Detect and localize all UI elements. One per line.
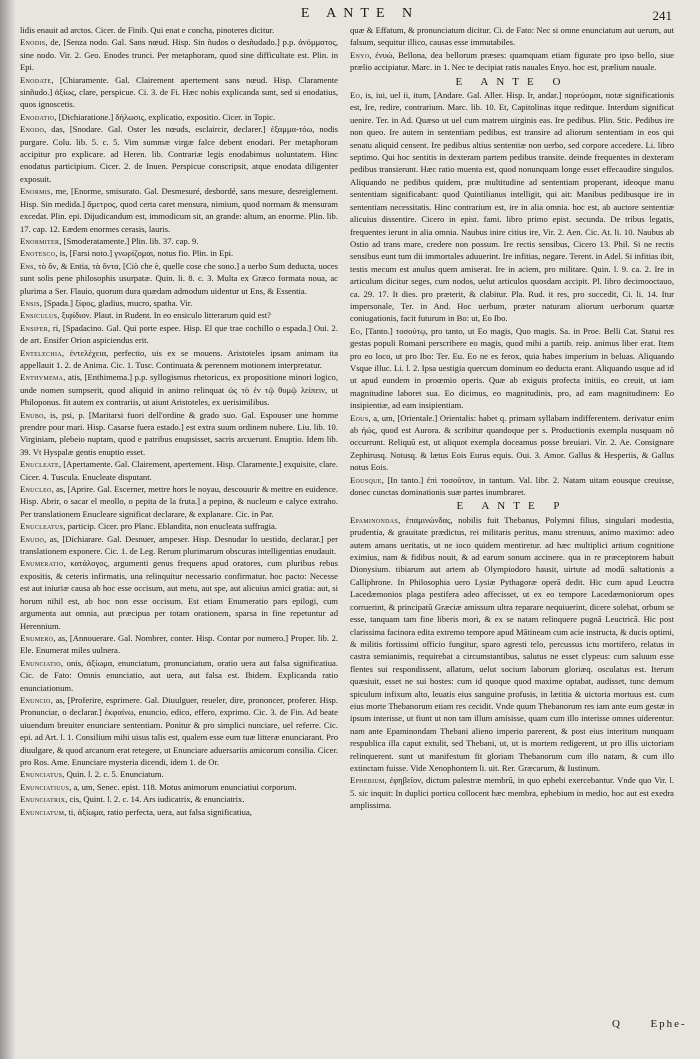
entry-text: de, [Senza nodo. Gal. Sans nœud. Hisp. Sin ñudos o desñudado.] p.p. ἀνόμματος, sine nodo. Vir. 2. Geo. Enodes trunci. Per metaphoram, quod sine difficultate est. Plin. in Epi.	[20, 37, 338, 73]
entry-text: as, [Annouerare. Gal. Nombrer, conter. Hisp. Contar por numero.] Proper. lib. 2. Ele. Enumerat miles uulnera.	[20, 632, 339, 656]
dictionary-entry: Eousque, [In tanto.] ἐπὶ τοσοῦτον, in tantum. Val. libr. 2. Natam uitam eousque creuisse, donec cunctas dominationis suæ partes inumbraret.	[350, 474, 675, 498]
entry-text: ἐνυώ, Bellona, dea bellorum præses: quamquam etiam figurate pro ipso bello, siue prælio accipiatur. Marc. in 1. Nec te decipiat ratis nauales Enyo. hoc est, prælium nauale.	[350, 49, 674, 73]
running-head: E ANTE N	[300, 6, 420, 21]
dictionary-entry: Enodo, das, [Snodare. Gal. Oster les nœuds, esclaircir, declarer.] ἐξαμμα-τόω, nodis purgare. Colu. lib. 5. c. 5. Vim summæ virgæ falce debent enodari. Per metaphoram accipitur pro explicare. ad Heren. lib. Contrariæ legis enodabimus uoluntatem. Hinc enodatus participium. Cicer. 2. de Inuen. Perspicue conscripsit, atque enodata diligenter exposuit.	[20, 124, 339, 184]
dictionary-entry: Enormis, me, [Enorme, smisurato. Gal. Desmesuré, desbordé, sans mesure, desreiglement. Hisp. Sin medida.] ἄμετρος, quod certa caret mensura, nimium, quod normam & mensuram excedat. Plin. epi. Dijudicandum est, immodicum sit, an grande: altum, an enorme. Plin. lib. 17. cap. 12. Eædem enormes cerasis, lauris.	[20, 186, 339, 234]
dictionary-entry: Enumero, as, [Annouerare. Gal. Nombrer, conter. Hisp. Contar por numero.] Proper. lib. 2. Ele. Enumerat miles uulnera.	[20, 632, 339, 656]
dictionary-entry: Enucleatus, particip. Cicer. pro Planc. Eblandita, non enucleata suffragia.	[20, 521, 277, 532]
entry-text: ξιφίδιον. Plaut. in Rudent. In eo ensiculo litterarum quid est?	[61, 310, 271, 321]
dictionary-entry: Entelechia, ἐντελέχεια, perfectio, uis ex se mouens. Aristoteles ipsam animam ita appellauit 1. 2. de Anima. Cic. 1. Tusc. Continuata & perennem motionem interpretatur.	[20, 347, 339, 370]
entry-headword: Enthymema	[20, 372, 64, 383]
entry-headword: Enumero	[20, 632, 54, 643]
dictionary-entry: Epaminondas, ἐπαμινώνδας, nobilis fuit Thebanus, Polymni filius, singulari modestia, prudentia, & grauitate prædictus, rei militaris peritus, manu strenuus, animo maximo: adeo autem amans ueritatis, ut ne ioco quidem mentiretur. ad hæc multiplici artium cognitione eximius, nam & fidibus nouit, & ad earum sonum accinere. qua in re præceptorem habuit Dionysium. tibiarum aut artem ab Olympiodoro hausit, uirtute ad modū saltationis a Calliphrone. In Philosophia uero Lysiæ Pythagoræ operā dedit. Hic cum apud Leuctra Lacedæmonios plaga pestifera adeo affecisset, ut ex eo tempore Lacedæmoniorum opes corruerint, & principatū Græciæ amissum ultra reparare nequiuerint, dicere solebat, orbum se esse, tanquam tam fine liberis mori, & ex se natam relinquere pugnā Leuctricā. Hic post clarissima facinora edita extremo tempore apud Mātineam cum acie instructa, & ducis optimi, & militis fortissimi officio fungitur, sparo agresti telo, percussus ictu mortifero, relatus in castra semianimis, requirebat a circumstantibus, salutus ne esset clypeus: cum saluum esse flentes sui respondissent, allatum, uelut socium laborum gloriæq. osculatus est. Iterum quæsiuit, esset ne sui hostes: cum id quoque quod maxime optabat, audisset, tunc demum spiculum infixum alto, leuatis eius sanguine profusis, in lætitia & uictoria mortuus est. cum eius morte Thebanorum etiam res cecidit. Vnde quum Thebanorum res iam ante eum gestæ in ipsum interisse, ut fiunt ut non tam illum amisisse, quam cum illo interisse omnes uiderentur. nam ante Epaminondam Thebani alieno imperio parerent, & post eius interitum nunquam respublica illa caput extulit, sed Thebani, ut, ut is mortem redigerent, ut pro illis uictoriam relinquerent. sunt ut manifestum fit gloriam Thebanorum cum illo natam, & cum illo extinctam fuisse. Vide Xenophontem li. uit. Rer. Græcarum, & Iustinum.	[350, 514, 675, 773]
dictionary-entry: Ensifer, ri, [Spadacino. Gal. Qui porte espee. Hisp. El que trae cochillo o espada.] Oui. 2. de art. Ensifer Orion aspiciendus erit.	[20, 322, 338, 346]
entry-headword: Enuncio	[20, 694, 51, 705]
right-column	[350, 24, 674, 812]
dictionary-entry: Enunciatiuus, a, um, Senec. epist. 118. Motus animorum enunciatiui corporum.	[20, 781, 297, 792]
dictionary-entry: Eo, [Tanto.] τοσούτῳ, pro tanto, ut Eo magis, Quo magis. Sa. in Proe. Belli Cat. Statui res gestas populi Romani perscribere eo magis, quod mihi a partib. reip. animus liber erat. Item pro eo loco, ut pro Ibo: Ter. Eu. Eo ne es ferox, quia habes imperium in beluas. Aliquando Vsque illuc. Li. l. 2. Ipsa uestigia quercum dominum eo deducta erant. Aliquando usque ad id ut apud eundem in proœmio operis. Quæ ab exiguis profecta initiis, eo creuit, ut iam magnitudine laboret sua. Eo dicimus, eo magnitudinis, pro, ad eam magnitudinem: Eo insipientiæ, ad eam insipientiam.	[350, 325, 674, 411]
entry-headword: Ensifer	[20, 322, 49, 333]
entry-text: a, um, Senec. epist. 118. Motus animorum enunciatiui corporum.	[73, 781, 297, 792]
entry-text: ri, [Spadacino. Gal. Qui porte espee. Hisp. El que trae cochillo o espada.] Oui. 2. de art. Ensifer Orion aspiciendus erit.	[20, 322, 338, 346]
entry-text: ἐπαμινώνδας, nobilis fuit Thebanus, Polymni filius, singulari modestia, prudentia, & grauitate prædictus, rei militaris peritus, manu strenuus, animo maximo: adeo autem amans ueritatis, ut ne ioco quidem mentiretur. ad hæc multiplici artium cognitione eximius, nam & fidibus nouit, & ad earum sonum accinere. qua in re præceptorem habuit Dionysium. tibiarum aut artem ab Olympiodoro hausit, uirtute ad modū saltationis a Calliphrone. In Philosophia uero Lysiæ Pythagoræ operā dedit. Hic cum apud Leuctra Lacedæmonios plaga pestifera adeo affecisset, ut ex eo tempore Lacedæmoniorum opes corruerint, & principatū Græciæ amissum ultra reparare nequiuerint, dicere solebat, orbum se esse, tanquam tam fine liberis mori, & ex se natam relinquere pugnā Leuctricā. Hic post clarissima facinora edita extremo tempore apud Mātineam cum acie instructa, & ducis optimi, & militis fortissimi officio fungitur, sparo agresti telo, percussus ictu mortifero, relatus in castra semianimis, requirebat a circumstantibus, salutus ne esset clypeus: cum saluum esse flentes sui respondissent, allatum, uelut socium laborum gloriæq. osculatus est. Iterum quæsiuit, esset ne sui hostes: cum id quoque quod maxime optabat, audisset, tunc demum spiculum infixum alto, leuatis eius sanguine profusis, in lætitia & uictoria mortuus est. cum eius morte Thebanorum etiam res cecidit. Vnde quum Thebanorum res iam ante eum gestæ in ipsum interisse, ut fiunt ut non tam illum amisisse, quam cum illo interisse omnes uiderentur. nam ante Epaminondam Thebani alieno imperio parerent, & post eius interitum nunquam respublica illa caput extulit, sed Thebani, ut, ut is mortem redigerent, ut pro illis uictoriam relinquerent. sunt ut manifestum fit gloriam Thebanorum cum illo natam, & cum illo extinctam fuisse. Vide Xenophontem li. uit. Rer. Græcarum, & Iustinum.	[350, 514, 675, 773]
entry-headword: Enumeratio	[20, 558, 64, 569]
dictionary-entry: Enunciatrix, cis, Quint. l. 2. c. 14. Ars iudicatrix, & enunciatrix.	[20, 794, 245, 805]
page-footer	[612, 1018, 687, 1030]
dictionary-entry: Enunciatus, Quin. l. 2. c. 5. Enunciatum.	[20, 769, 164, 780]
entry-headword: Enunciatio	[20, 657, 61, 668]
entry-text: quæ & Effatum, & pronunciatum dicitur. Ci. de Fato: Nec si omne enunciatum aut uerum, aut falsum, sequitur illico, causas esse immutabiles.	[350, 25, 674, 48]
dictionary-entry: Ensiculus, ξιφίδιον. Plaut. in Rudent. In eo ensiculo litterarum quid est?	[20, 310, 271, 321]
entry-headword: Eo	[350, 325, 361, 336]
entry-text: [Apertamente. Gal. Clairement, apertement. Hisp. Claramente.] exquisite, clare. Cicer. 4. Tuscula. Enucleate disputant.	[20, 459, 338, 482]
left-column	[20, 24, 338, 818]
dictionary-entry	[20, 24, 338, 36]
section-heading: E ANTE P	[456, 500, 568, 513]
entry-headword: Enunciatrix	[20, 794, 66, 805]
entry-headword: Enyo	[350, 49, 370, 60]
entry-text: ἐφηβεῖον, dictum palestræ membrū, in quo ephebi exercebantur. Vnde quo Vir. l. 5. sic inquit: In duplici porticu collocent hæc membra, ephebium in medio, hoc aut est exedra amplissima.	[350, 775, 675, 811]
dictionary-entry: Enuncio, as, [Proferire, esprimere. Gal. Diuulguer, reueler, dire, prononcer, proferer. Hisp. Pronunciar, o declarar.] ἐκφαίνω, enuncio, edico, effero, exprimo. Cic. 3. de Fin. Ad beate uiuendum breuiter enunciare sententiam. Ponitur & pro simplici nunciare, uel referre. Cic. epi. ad Art. l. 1. Consilium mihi uisus talis est, qualem esse eum tuæ litteræ enunciarant. Pro diuulgare, & quod arcanum erat retegere, ut Enunciare aduersariis amicorum consilia. Cicer. pro Ros. Ame. Enunciare mysteria dicendi, idem 1. de Or.	[20, 694, 338, 767]
dictionary-entry: Enunciatum, ti, ἀξίωμα, ratio perfecta, uera, aut falsa significatiua,	[20, 806, 252, 817]
entry-text: is, psi, p. [Maritarsi fuori dell'ordine & grado suo. Gal. Espouser une homme prendre pour mari. Hisp. Casarse fuera estado.] est extra suum ordinem nubere. Liu. lib. 10. Virginiam, plebeio nuptam, quod e patribus enupsisset, sacris arcuerunt. Enuptio. Idem lib. 39. Vt Hyspalæ gentis enuptio esset.	[20, 409, 339, 457]
entry-headword: Enunciatum	[20, 806, 65, 817]
dictionary-entry: Enotesco, is, [Farsi noto.] γνωρίζομαι, notus fio. Plin. in Epi.	[20, 248, 234, 259]
entry-text: [Dichiaratione.] δήλωσις, explicatio, expositio. Cicer. in Topic.	[58, 111, 276, 122]
entry-text: is, iui, uel ii, itum, [Andare. Gal. Aller. Hisp. Ir, andar.] πορεύομαι, notæ significationis est, Ire, redire, contrarium. Marc. lib. 10. Et, Capitolinas itque reditque. Interdum significat uenire. Ter. in Ad. Quæso ut uel cum matrem uirginis eas. Ire pedibus. Plin. Stic. Pedibus ire non queo. Ire autem in sententiam pedibus, est transire ad aliorum sententiam in eos qui senatu aliquid censent. Ire pedibus altius sententiæ non uerbo, sed corpore accedere. Li. libro septimo. Qui hoc sentitis in dexteram partem pedibus transite. deinde frequentes in dexteram pedibus transierunt. Hæc ratio muenta est, quod nonunquam longe esset effecaudire singulos. Aliquando ne pedibus quidem, præ multitudine ad sententiam properant, ideoque manu sententiam significabant: quod Quintilianus intelligit, qui ait: Manibus pedibusque ire in sententiam necessitatis. Hinc contrarium est, ire in alia omnia. hoc est, ab auctore sententiæ alicuius dissentire. Cicero in epist. fami. libro primo epist. secunda. De tribus legatis, frequentes ierunt in alia omnia. Naubus inire citius ire, Vir. 2. Aen. Cic. At. li. 10. Naubus ab Ostio ad trans mare, credere non possum. Ire rectis sensibus, Cicero 13. Phil. Si ne rectis sensibus eunt tum dii immortales aduuerint. Ire infitias, negare. Terent. in Adel. Si infitias ibit, testis mecum est anulus quem amiserat. Ire in aciem, pro militare. Quin. l. 9. ca. 2. Ire in articulum dicitur seges, cum nodos, uelut articulos quosdam accipit. Pl. libro decimooctauo, ca. 29. 17. It dies. pro præterit, & clabitur. Pla. Rud. it res, pro succedit, Ci. li. 14. Itur impersonale, Ter. in And. Hoc uerbum, præter naturam aliorum uerborum quartæ coniugationis, facit futurum in Bo: ut, Eo Ibo.	[350, 90, 674, 324]
entry-headword: Enunciatus	[20, 769, 63, 780]
dictionary-entry: Enudo, as, [Dichiarare. Gal. Desnuer, ampeser. Hisp. Desnudar lo uestido, declarar.] per translationem exponere. Cic. 1. de Leg. Rerum plurimarum obscuras intelligentias enudauit.	[20, 533, 338, 557]
entry-headword: Ensiculus	[20, 310, 58, 321]
dictionary-entry: Enucleate, [Apertamente. Gal. Clairement, apertement. Hisp. Claramente.] exquisite, clare. Cicer. 4. Tuscula. Enucleate disputant.	[20, 459, 338, 482]
binding-shadow	[0, 0, 16, 1059]
dictionary-entry: Eous, a, um, [Orientale.] Orientalis: habet q. primam syllabam indifferentem. derivatur enim ab ἠώς, quod est Aurora. & scribitur quandoque per s. Productionis exempla nusquam nō occurrunt. Reliquū est, ut aliquot exempla doceamus posse breuiari. Vir. 2. Ae. Consignare Zephirusq. Notusq. & lætus Eois Eurus equis. Oui. 3. Amor. Gallus & Hesperiis, & Gallus notus Eois.	[350, 412, 675, 473]
entry-headword: Ensis	[20, 297, 40, 308]
entry-headword: Enormis	[20, 186, 51, 197]
dictionary-entry: Enodate, [Chiaramente. Gal. Clairement apertement sans nœud. Hisp. Claramente sinñudo.] ἀξίως, clare, perspicue. Ci. 3. de Fi. Hæc nobis explicanda sunt, sed si enodatius, quos ignoscetis.	[20, 74, 339, 110]
dictionary-entry: Enumeratio, κατάλογος, argumenti genus frequens apud oratores, cum pluribus rebus expositis, & ceteris infirmatis, una relinquitur necessario confirmatur. hoc pacto: Necesse est aut iniuriæ causa ab hoc esse occisum, aut metu, aut spe, aut alicuius amici gratia: aut, si horum nihil est, ab hoc non esse occisum. Est etiam Enumeratio pars epilogi, cum argumenta aut omnia, aut præcipua per totam orationem, sparsa in fine repetuntur ad Herennium.	[20, 558, 338, 631]
dictionary-entry: Eo, is, iui, uel ii, itum, [Andare. Gal. Aller. Hisp. Ir, andar.] πορεύομαι, notæ significationis est, Ire, redire, contrarium. Marc. lib. 10. Et, Capitolinas itque reditque. Interdum significat uenire. Ter. in Ad. Quæso ut uel cum matrem uirginis eas. Ire pedibus. Plin. Stic. Pedibus ire non queo. Ire autem in sententiam pedibus, est transire ad aliorum sententiam in eos qui senatu aliquid censent. Ire pedibus altius sententiæ non uerbo, sed corpore accedere. Li. libro septimo. Qui hoc sentitis in dexteram partem pedibus transite. deinde frequentes in dexteram pedibus transierunt. Hæc ratio muenta est, quod nonunquam longe esset effecaudire singulos. Aliquando ne pedibus quidem, præ multitudine ad sententiam properant, ideoque manu sententiam significabant: quod Quintilianus intelligit, qui ait: Manibus pedibusque ire in sententiam necessitatis. Hinc contrarium est, ire in alia omnia. hoc est, ab auctore sententiæ alicuius dissentire. Cicero in epist. fami. libro primo epist. secunda. De tribus legatis, frequentes ierunt in alia omnia. Naubus inire citius ire, Vir. 2. Aen. Cic. At. li. 10. Naubus ab Ostio ad trans mare, credere non possum. Ire rectis sensibus, Cicero 13. Phil. Si ne rectis sensibus eunt tum dii immortales aduuerint. Ire infitias, negare. Terent. in Adel. Si infitias ibit, testis mecum est anulus quem amiserat. Ire in aciem, pro militare. Quin. l. 9. ca. 2. Ire in articulum dicitur seges, cum nodos, uelut articulos quosdam accipit. Pl. libro decimooctauo, ca. 29. 17. It dies. pro præterit, & clabitur. Pla. Rud. it res, pro succedit, Ci. li. 14. Itur impersonale, Ter. in And. Hoc uerbum, præter naturam aliorum uerborum quartæ coniugationis, facit futurum in Bo: ut, Eo Ibo.	[350, 90, 674, 324]
entry-text: atis, [Enthimema.] p.p. syllogismus rhetoricus, ex propositione minori logico, unde nomen sumpserit, quod aliquid in animo relinquat ὡς τὸ ἐν τῷ θυμῷ λείπειν, ut Philoponus. fit autem ex contrariis, ut aiunt Aristoteles, ex uerisimilibus.	[20, 372, 338, 408]
dictionary-entry: Enormiter, [Smoderatamente.] Plin. lib. 37. cap. 9.	[20, 235, 199, 246]
dictionary-entry	[350, 24, 674, 49]
entry-headword: Entelechia	[20, 347, 62, 358]
dictionary-entry: Ephebium, ἐφηβεῖον, dictum palestræ membrū, in quo ephebi exercebantur. Vnde quo Vir. l. 5. sic inquit: In duplici porticu collocent hæc membra, ephebium in medio, hoc aut est exedra amplissima.	[350, 775, 675, 811]
entry-headword: Enodate	[20, 74, 52, 85]
entry-text: a, um, [Orientale.] Orientalis: habet q. primam syllabam indifferentem. derivatur enim ab ἠώς, quod est Aurora. & scribitur quandoque per s. Productionis exempla nusquam nō occurrunt. Reliquū est, ut aliquot exempla doceamus posse breuiari. Vir. 2. Ae. Consignare Zephirusq. Notusq. & lætus Eois Eurus equis. Oui. 3. Amor. Gallus & Hesperiis, & Gallus notus Eois.	[350, 412, 675, 473]
entry-text: [Spada.] ξίφος, gladius, mucro, spatha. Vir.	[44, 297, 193, 308]
dictionary-entry: Ensis, [Spada.] ξίφος, gladius, mucro, spatha. Vir.	[20, 297, 193, 308]
dictionary-entry: Enubo, is, psi, p. [Maritarsi fuori dell'ordine & grado suo. Gal. Espouser une homme prendre pour mari. Hisp. Casarse fuera estado.] est extra suum ordinem nubere. Liu. lib. 10. Virginiam, plebeio nuptam, quod e patribus enupsisset, sacris arcuerunt. Enuptio. Idem lib. 39. Vt Hyspalæ gentis enuptio esset.	[20, 409, 339, 457]
entry-text: me, [Enorme, smisurato. Gal. Desmesuré, desbordé, sans mesure, desreiglement. Hisp. Sin medida.] ἄμετρος, quod certa caret mensura, nimium, quod normam & mensuram excedat. Plin. epi. Dijudicandum est, immodicum sit, an grande: altum, an enorme. Plin. lib. 17. cap. 12. Eædem enormes cerasis, lauris.	[20, 186, 339, 234]
entry-text: τὸ ὄν, & Entia, τὰ ὄντα, [Ciò che è, quelle cose che sono.] a uerbo Sum deducta, uoces sunt solis pene philosophis usurpatæ. Quin. li. 8. c. 3. Multa ex Græco formata noua, ac plurima a Ser. Flauio, quorum dura quædam admodum uidentur ut Ens, & Essentia.	[20, 260, 339, 296]
page-number: 241	[652, 8, 672, 23]
entry-text: is, [Farsi noto.] γνωρίζομαι, notus fio. Plin. in Epi.	[59, 248, 234, 259]
entry-text: lidis enauit ad arctos. Cicer. de Finib. Qui enat e concha, pinoteres dicitur.	[20, 25, 275, 35]
dictionary-entry: Enyo, ἐνυώ, Bellona, dea bellorum præses: quamquam etiam figurate pro ipso bello, siue prælio accipiatur. Marc. in 1. Nec te decipiat ratis nauales Enyo. hoc est, prælium nauale.	[350, 49, 674, 73]
entry-headword: Enucleatus	[20, 521, 64, 532]
entry-headword: Enucleo	[20, 484, 52, 495]
entry-headword: Ephebium	[350, 775, 385, 786]
entry-text: [Smoderatamente.] Plin. lib. 37. cap. 9.	[63, 235, 199, 246]
dictionary-entry: Enthymema, atis, [Enthimema.] p.p. syllogismus rhetoricus, ex propositione minori logico, unde nomen sumpserit, quod aliquid in animo relinquat ὡς τὸ ἐν τῷ θυμῷ λείπειν, ut Philoponus. fit autem ex contrariis, ut aiunt Aristoteles, ex uerisimilibus.	[20, 372, 338, 408]
entry-text: das, [Snodare. Gal. Oster les nœuds, esclaircir, declarer.] ἐξαμμα-τόω, nodis purgare. Colu. lib. 5. c. 5. Vim summæ virgæ falce debent enodari. Per metaphoram accipitur pro explicare. ad Heren. lib. Contrariæ legis enodabimus uoluntatem. Hinc enodatus participium. Cicer. 2. de Inuen. Perspicue conscripsit, atque enodata diligenter exposuit.	[20, 124, 339, 184]
entry-text: ἐντελέχεια, perfectio, uis ex se mouens. Aristoteles ipsam animam ita appellauit 1. 2. de Anima. Cic. 1. Tusc. Continuata & perennem motionem interpretatur.	[20, 347, 339, 370]
entry-headword: Enubo	[20, 409, 44, 420]
entry-headword: Eous	[350, 412, 369, 423]
dictionary-entry: Enucleo, as, [Aprire. Gal. Escerner, mettre hors le noyau, descouurir & mettre en euidence. Hisp. Abrir, o sacar el meollo, o pepita de la fruta.] a pepino, & nucleum e calyce extraho. Per translationem Enucleare significat declarare, & explanare. Cic. in Par.	[20, 484, 339, 519]
entry-text: onis, ἀξίωμα, enunciatum, pronunciatum, oratio uera aut falsa significatiua. Cic. de Fato: Omnis enunciatio, aut uera, aut falsa est. Ibidem. Explicanda ratio enunciationum.	[20, 657, 339, 693]
entry-text: as, [Dichiarare. Gal. Desnuer, ampeser. Hisp. Desnudar lo uestido, declarar.] per translationem exponere. Cic. 1. de Leg. Rerum plurimarum obscuras intelligentias enudauit.	[20, 533, 338, 557]
dictionary-entry: Enodis, de, [Senza nodo. Gal. Sans nœud. Hisp. Sin ñudos o desñudado.] p.p. ἀνόμματος, sine nodo. Vir. 2. Geo. Enodes trunci. Per metaphoram, quod sine difficultate est. Plin. in Epi.	[20, 37, 338, 73]
entry-text: [Chiaramente. Gal. Clairement apertement sans nœud. Hisp. Claramente sinñudo.] ἀξίως, clare, perspicue. Ci. 3. de Fi. Hæc nobis explicanda sunt, sed si enodatius, quos ignoscetis.	[20, 74, 339, 110]
entry-headword: Enodo	[20, 124, 45, 135]
entry-headword: Ens	[20, 260, 34, 271]
entry-headword: Enodis	[20, 37, 46, 48]
entry-text: as, [Proferire, esprimere. Gal. Diuulguer, reueler, dire, prononcer, proferer. Hisp. Pronunciar, o declarar.] ἐκφαίνω, enuncio, edico, effero, exprimo. Cic. 3. de Fin. Ad beate uiuendum breuiter enunciare sententiam. Ponitur & pro simplici nunciare, uel referre. Cic. epi. ad Art. l. 1. Consilium mihi uisus talis est, qualem esse eum tuæ litteræ enunciarant. Pro diuulgare, & quod arcanum erat retegere, ut Enunciare aduersariis amicorum consilia. Cicer. pro Ros. Ame. Enunciare mysteria dicendi, idem 1. de Or.	[20, 694, 338, 767]
catchword: Ephe-	[650, 1018, 687, 1030]
entry-headword: Enucleate	[20, 459, 59, 470]
section-heading: E ANTE O	[455, 75, 569, 88]
entry-headword: Eo	[350, 90, 361, 101]
entry-headword: Enodatio	[20, 111, 55, 122]
entry-headword: Enormiter	[20, 235, 60, 246]
entry-headword: Enudo	[20, 533, 45, 544]
entry-headword: Enotesco	[20, 248, 56, 259]
entry-text: Quin. l. 2. c. 5. Enunciatum.	[66, 769, 164, 780]
dictionary-entry: Ens, τὸ ὄν, & Entia, τὰ ὄντα, [Ciò che è, quelle cose che sono.] a uerbo Sum deducta, uoces sunt solis pene philosophis usurpatæ. Quin. li. 8. c. 3. Multa ex Græco formata noua, ac plurima a Ser. Flauio, quorum dura quædam admodum uidentur ut Ens, & Essentia.	[20, 260, 339, 296]
entry-text: cis, Quint. l. 2. c. 14. Ars iudicatrix, & enunciatrix.	[69, 794, 245, 805]
entry-headword: Enunciatiuus	[20, 781, 70, 792]
dictionary-entry: Enunciatio, onis, ἀξίωμα, enunciatum, pronunciatum, oratio uera aut falsa significatiua. Cic. de Fato: Omnis enunciatio, aut uera, aut falsa est. Ibidem. Explicanda ratio enunciationum.	[20, 657, 339, 693]
page-header	[0, 6, 700, 26]
signature-mark: Q	[612, 1018, 622, 1030]
entry-headword: Eousque	[350, 474, 382, 485]
entry-text: as, [Aprire. Gal. Escerner, mettre hors le noyau, descouurir & mettre en euidence. Hisp. Abrir, o sacar el meollo, o pepita de la fruta.] a pepino, & nucleum e calyce extraho. Per translationem Enucleare significat declarare, & explanare. Cic. in Par.	[20, 484, 339, 519]
entry-text: [Tanto.] τοσούτῳ, pro tanto, ut Eo magis, Quo magis. Sa. in Proe. Belli Cat. Statui res gestas populi Romani perscribere eo magis, quod mihi a partib. reip. animus liber erat. Item pro eo loco, ut pro Ibo: Ter. Eu. Eo ne es ferox, quia habes imperium in beluas. Aliquando Vsque illuc. Li. l. 2. Ipsa uestigia quercum dominum eo deducta erant. Aliquando usque ad id ut apud eundem in proœmio operis. Quæ ab exiguis profecta initiis, eo creuit, ut iam magnitudine laboret sua. Eo dicimus, eo magnitudinis, pro, ad eam magnitudinem: Eo insipientiæ, ad eam insipientiam.	[350, 325, 674, 411]
entry-text: particip. Cicer. pro Planc. Eblandita, non enucleata suffragia.	[67, 521, 277, 532]
entry-text: [In tanto.] ἐπὶ τοσοῦτον, in tantum. Val. libr. 2. Natam uitam eousque creuisse, donec cunctas dominationis suæ partes inumbraret.	[350, 474, 675, 498]
entry-text: ti, ἀξίωμα, ratio perfecta, uera, aut falsa significatiua,	[68, 806, 252, 817]
entry-text: κατάλογος, argumenti genus frequens apud oratores, cum pluribus rebus expositis, & ceteris infirmatis, una relinquitur necessario confirmatur. hoc pacto: Necesse est aut iniuriæ causa ab hoc esse occisum, aut metu, aut spe, aut alicuius amici gratia: aut, si horum nihil est, ab hoc non esse occisum. Est etiam Enumeratio pars epilogi, cum argumenta aut omnia, aut præcipua per totam orationem, sparsa in fine repetuntur ad Herennium.	[20, 558, 338, 631]
entry-headword: Epaminondas	[350, 514, 399, 525]
dictionary-entry: Enodatio, [Dichiaratione.] δήλωσις, explicatio, expositio. Cicer. in Topic.	[20, 111, 276, 122]
